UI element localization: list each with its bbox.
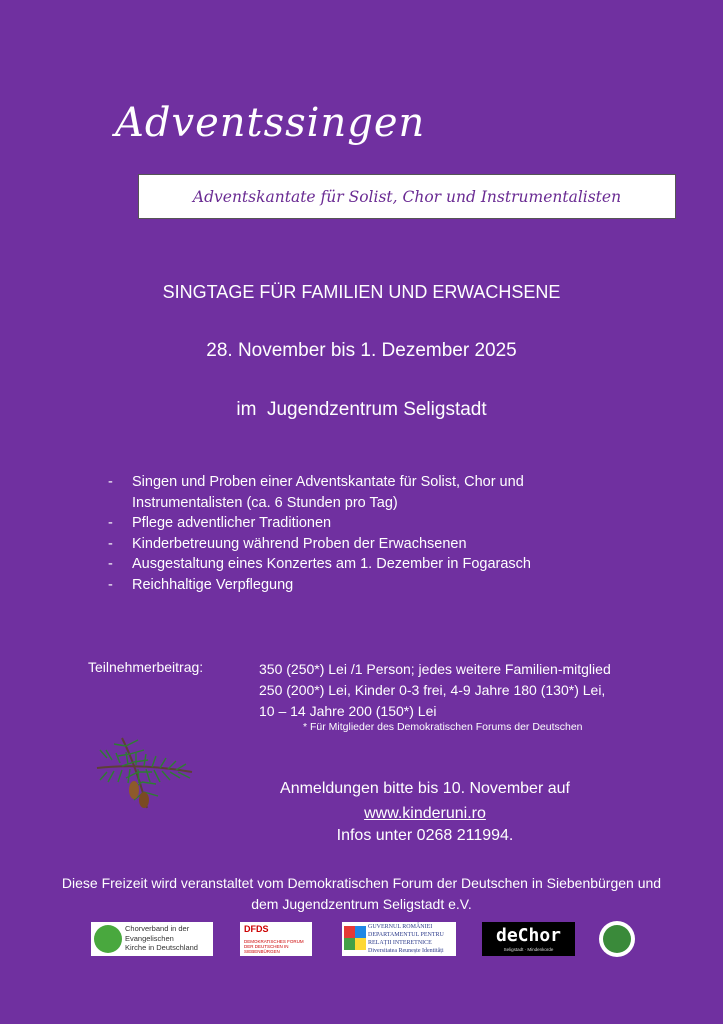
guvern-logo [342, 922, 456, 956]
program-list [108, 472, 588, 595]
seligstadt-emblem-icon [603, 925, 631, 953]
fee-note: * Für Mitglieder des Demokratischen Forums der Deutschen [303, 721, 583, 733]
dfds-logo-subtext: DEMOKRATISCHES FORUM DER DEUTSCHEN IN SIEBENBÜRGEN [244, 939, 304, 954]
list-item: - Pflege adventlicher Traditionen [108, 513, 588, 534]
dfds-logo [240, 922, 312, 956]
dechor-logo-subtext: Seligstadt · Mindenkorde [503, 947, 554, 952]
dfds-logo-text: DFDS [244, 924, 269, 934]
chorverband-logo [91, 922, 213, 956]
fee-text: 350 (250*) Lei /1 Person; jedes weitere Familien-mitglied 250 (200*) Lei, Kinder 0-3 frei, 4-9 Jahre 180 (130*) Lei, 10 – 14 Jahre 200 (150*) Lei [259, 661, 611, 719]
list-item: - Kinderbetreuung während Proben der Erwachsenen [108, 534, 588, 555]
guvern-logo-text: GUVERNUL ROMÂNIEI DEPARTAMENTUL PENTRU RELAȚII INTERETNICE Diversitatea Reunește Identități [368, 924, 444, 954]
subtitle-box [138, 174, 676, 219]
event-heading: SINGTAGE FÜR FAMILIEN UND ERWACHSENE [162, 282, 561, 302]
fee-label: Teilnehmerbeitrag: [88, 659, 204, 675]
fir-branch-icon [92, 728, 197, 814]
subtitle-text: Adventskantate für Solist, Chor und Instrumentalisten [192, 187, 622, 206]
list-item: - Reichhaltige Verpflegung [108, 575, 588, 596]
flyer-title: Adventssingen [115, 100, 426, 146]
info-phone: Infos unter 0268 211994. [336, 827, 514, 844]
list-item: - Singen und Proben einer Adventskantate für Solist, Chor und Instrumentalisten (ca. 6 Stunden pro Tag) [108, 472, 588, 513]
event-dates: 28. November bis 1. Dezember 2025 [206, 340, 517, 361]
registration-link[interactable]: www.kinderuni.ro [364, 805, 486, 822]
list-item: - Ausgestaltung eines Konzertes am 1. Dezember in Fogarasch [108, 554, 588, 575]
dechor-logo [482, 922, 575, 956]
chorverband-logo-text: Chorverband in der Evangelischen Kirche in Deutschland [125, 924, 198, 952]
chorverband-circle-icon [94, 925, 122, 953]
seligstadt-logo [599, 921, 635, 957]
organizer-footer: Diese Freizeit wird veranstaltet vom Demokratischen Forum der Deutschen in Siebenbürgen und dem Jugendzentrum Seligstadt e.V. [61, 875, 662, 912]
event-venue: im Jugendzentrum Seligstadt [236, 399, 487, 420]
puzzle-icon [344, 926, 366, 950]
registration-text: Anmeldungen bitte bis 10. November auf [280, 780, 570, 797]
dechor-logo-text: deChor [495, 925, 562, 946]
